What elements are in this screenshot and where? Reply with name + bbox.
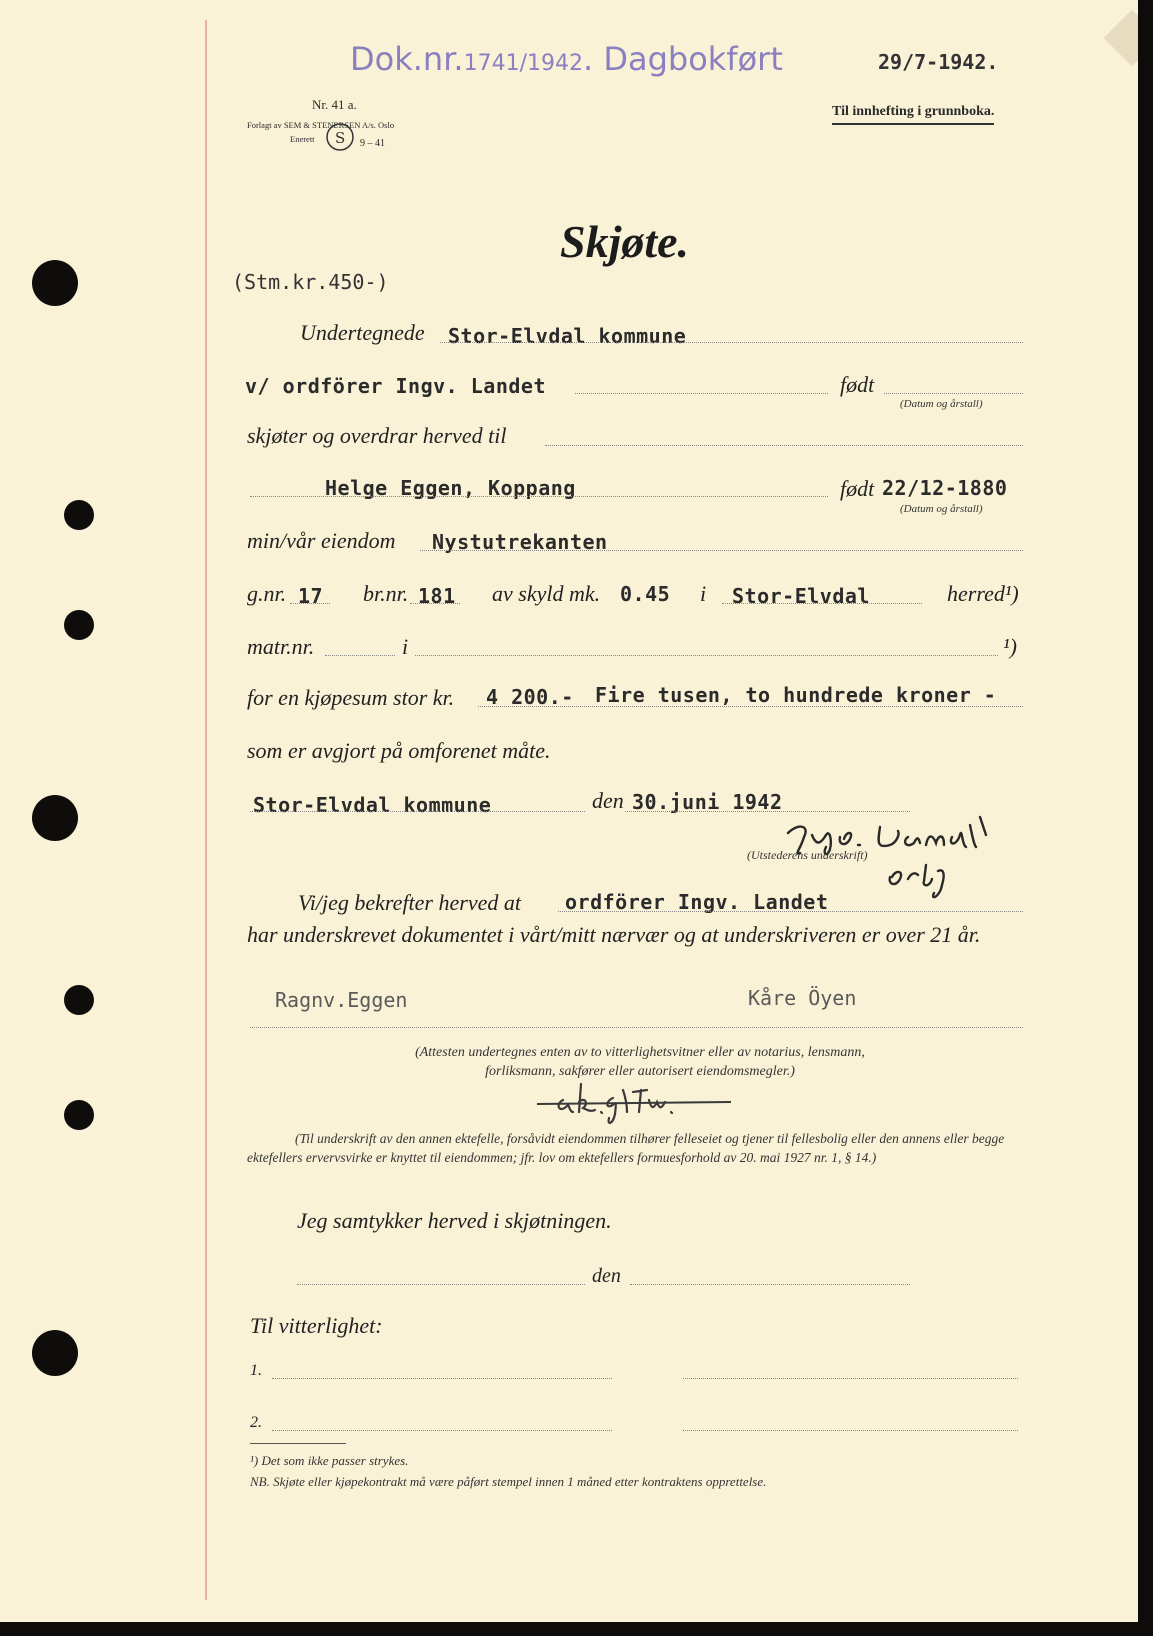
skyld-value: 0.45	[620, 582, 671, 606]
fill-line	[440, 342, 1023, 343]
spouse-note: (Til underskrift av den annen ektefelle, forsåvidt eiendommen tilhører felleseiet og tjener til fellesbolig eller den annens eller begge ektefellers ervervsvirke er knyttet til eiendommen; jfr. lov om ektefellers formuesforhold av 20. mai 1927 nr. 1, § 14.)	[247, 1131, 1005, 1165]
consent-text: Jeg samtykker herved i skjøtningen.	[297, 1208, 612, 1233]
price-label: for en kjøpesum stor kr.	[247, 685, 455, 710]
vitterlighet-label: Til vitterlighet:	[250, 1313, 383, 1338]
witness-2-name: Kåre Öyen	[748, 986, 857, 1010]
buyer-born-caption: (Datum og årstall)	[900, 503, 983, 515]
buyer-born-label: født	[840, 476, 875, 501]
den-label: den	[592, 788, 624, 813]
fill-line	[410, 603, 460, 604]
punch-hole	[64, 1100, 94, 1130]
price-amount: 4 200.-	[486, 685, 574, 709]
fill-line	[272, 1430, 612, 1431]
price-terms: som er avgjort på omforenet måte.	[247, 738, 551, 763]
edition: 9 – 41	[360, 138, 385, 149]
dagbokfort-label: . Dagbokført	[582, 40, 783, 78]
bnr-value: 181	[418, 584, 456, 608]
matr-i-label: i	[402, 634, 409, 659]
date: 30.juni 1942	[632, 790, 783, 814]
municipality: Stor-Elvdal	[732, 584, 870, 608]
punch-hole	[32, 795, 78, 841]
punch-hole	[64, 610, 94, 640]
witness-statement-name: ordförer Ingv. Landet	[565, 890, 829, 914]
transfer-label: skjøter og overdrar herved til	[247, 423, 507, 448]
skyld-i-label: i	[700, 581, 707, 606]
dagbokfort-date: 29/7-1942.	[878, 50, 999, 74]
vitterlighet-number-2: 2.	[250, 1414, 262, 1431]
dok-number: 1741/1942	[463, 51, 583, 76]
signature-caption: (Utstederens underskrift)	[747, 848, 868, 862]
attest-note: (Attesten undertegnes enten av to vitterlighetsvitner eller av notarius, lensmann, forliksmann, sakfører eller autorisert eiendomsmegler.)	[415, 1045, 865, 1079]
buyer-born-value: 22/12-1880	[882, 476, 1008, 500]
fill-line	[575, 393, 828, 394]
property-label: min/vår eiendom	[247, 528, 396, 553]
dok-label: Dok.nr.	[350, 40, 464, 78]
fill-line	[250, 1027, 1023, 1028]
fill-line	[478, 706, 1023, 707]
matr-note: ¹)	[1003, 634, 1017, 659]
witness-1-name: Ragnv.Eggen	[275, 988, 408, 1012]
footnote-1: ¹) Det som ikke passer strykes.	[250, 1453, 409, 1468]
punch-hole	[64, 500, 94, 530]
fill-line	[250, 496, 828, 497]
fill-line	[325, 655, 395, 656]
folded-corner	[1104, 10, 1138, 67]
fill-line	[272, 1378, 612, 1379]
svg-text:S: S	[335, 129, 346, 147]
registry-stamp	[350, 40, 783, 78]
herred-label: herred¹)	[947, 581, 1019, 606]
gnr-value: 17	[298, 584, 324, 608]
fill-line	[630, 1284, 910, 1285]
publisher: Forlagt av SEM & STENERSEN A/s. Oslo	[247, 120, 395, 130]
fill-line	[250, 811, 585, 812]
place: Stor-Elvdal kommune	[253, 793, 492, 817]
seller-born-caption: (Datum og årstall)	[900, 398, 983, 410]
fill-line	[683, 1378, 1018, 1379]
punch-hole	[64, 985, 94, 1015]
filing-note: Til innhefting i grunnboka.	[832, 104, 994, 125]
fill-line	[290, 603, 330, 604]
publisher-logo-icon	[325, 122, 355, 152]
footnote-nb: NB. Skjøte eller kjøpekontrakt må være påført stempel innen 1 måned etter kontraktens opprettelse.	[250, 1474, 767, 1489]
property-name: Nystutrekanten	[432, 530, 608, 554]
vitterlighet-number-1: 1.	[250, 1362, 262, 1379]
fill-line	[884, 393, 1023, 394]
fill-line	[558, 911, 1023, 912]
punch-hole	[32, 1330, 78, 1376]
seller-label: Undertegnede	[300, 320, 425, 345]
buyer-name: Helge Eggen, Koppang	[325, 476, 576, 500]
form-number: Nr. 41 a.	[312, 97, 357, 112]
fill-line	[415, 655, 998, 656]
consent-den-label: den	[592, 1265, 621, 1287]
seller-representative: v/ ordförer Ingv. Landet	[245, 374, 546, 398]
fill-line	[420, 550, 1023, 551]
fill-line	[683, 1430, 1018, 1431]
rights: Enerett	[290, 134, 315, 144]
stamp-duty: (Stm.kr.450-)	[232, 270, 389, 294]
fill-line	[722, 603, 922, 604]
seller-born-label: født	[840, 372, 875, 397]
footnote-rule	[250, 1443, 346, 1444]
margin-line	[205, 20, 207, 1600]
punch-hole	[32, 260, 78, 306]
matr-label: matr.nr.	[247, 634, 315, 659]
page-title: Skjøte.	[560, 216, 690, 267]
seller-name: Stor-Elvdal kommune	[448, 324, 687, 348]
price-words: Fire tusen, to hundrede kroner -	[595, 683, 997, 707]
fill-line	[297, 1284, 585, 1285]
fill-line	[545, 445, 1023, 446]
handwritten-mark	[535, 1078, 735, 1128]
gnr-label: g.nr.	[247, 581, 287, 606]
witness-statement-line2: har underskrevet dokumentet i vårt/mitt nærvær og at underskriveren er over 21 år.	[247, 922, 981, 947]
skyld-label: av skyld mk.	[492, 581, 601, 606]
witness-statement-prefix: Vi/jeg bekrefter herved at	[298, 890, 521, 915]
bnr-label: br.nr.	[363, 581, 409, 606]
